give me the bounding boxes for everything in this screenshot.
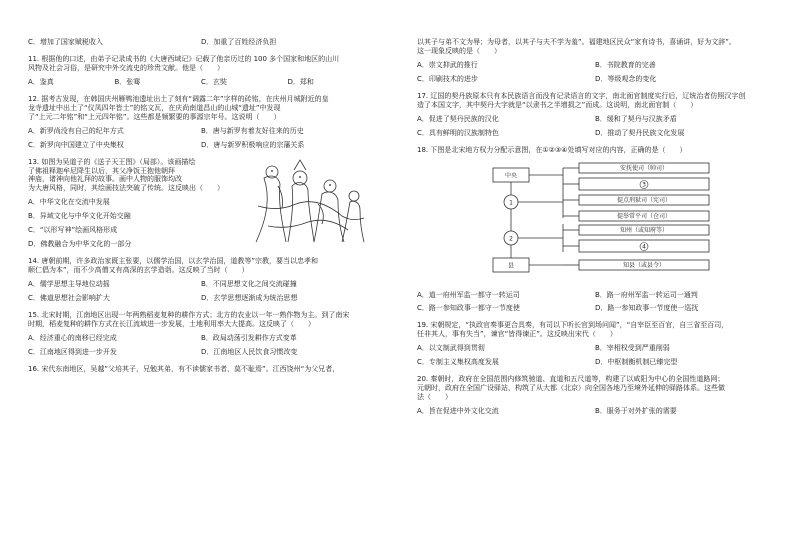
diagram-box-label: 知州（或知府等） <box>619 226 669 234</box>
question-16-continued <box>417 38 773 84</box>
question-12 <box>28 95 374 150</box>
option-b: B．异域文化与中华文化开始交融 <box>28 212 131 221</box>
question-14 <box>28 257 374 303</box>
question-11-stem: 风物及社会习俗，是研究中外交流史的珍贵文献。他是（ ） <box>28 63 224 72</box>
option-a: A．崇文抑武的推行 <box>417 60 478 69</box>
option-d: D．郑和 <box>287 77 314 86</box>
question-16-stem: 16. 宋代东南地区，吴越”父培其子，兄勉其弟，有不读儒家书者，莫不耻焉”。江西饶州“为父兄者， <box>28 364 340 373</box>
question-17-stem: 造了本国文字，其中契丹大字就是“以隶书之半增损之”而成。这说明，南北面官制（ ） <box>417 100 698 109</box>
question-11-stem: 11. 根据他的口述，由弟子记录成书的《大唐西域记》记载了他亲历过的 100 多个国家和地区的山川 <box>28 54 340 63</box>
question-11 <box>28 55 374 87</box>
q12-options <box>28 127 374 136</box>
question-17-stem: 17. 辽国的契丹族原本只有本民族语言而没有记录语言的文字，南北面官制度实行后，辽统治者仿照汉字创 <box>417 91 746 100</box>
question-14-stem: 14. 唐朝前期，许多政治家既主张要，以儒学治国，以玄学治国，道教等”宗教，要当以忠孝和 <box>28 257 318 266</box>
right-column <box>417 38 773 416</box>
option-a: A．促进了契丹民族的汉化 <box>417 114 499 123</box>
question-18 <box>417 146 773 314</box>
marker-4: 4 <box>642 243 646 251</box>
q17-options <box>417 115 773 124</box>
question-12-stem: 了“上元二年铭”和“上元四年铭”。这些都是频繁要的事源宗年号。这说明（ ） <box>28 112 281 121</box>
option-b: B．路一府州军监一转运司一通判 <box>595 290 698 299</box>
option-a: A．经济重心的南移已经完成 <box>28 333 117 342</box>
question-13-stem: 13. 如图为吴道子的《送子天王图》（局部）。该画描绘 <box>28 157 196 166</box>
question-20-stem: 20. 秦朝时，政府在全国范围内修筑驰道、直道和五尺道等，构建了以咸阳为中心的全国性道路网； <box>417 375 725 384</box>
question-17 <box>417 92 773 138</box>
question-16-stem: 以其子与弟不文为辱；为母者，以其子与夫不学为羞”。福建地区民众“家有诗书，喜诵讲，好为文辞”。 <box>417 38 736 46</box>
option-c: C．专制主义集权高度发展 <box>417 358 499 367</box>
option-c: C．印刷技术的进步 <box>417 74 478 83</box>
question-20 <box>417 375 773 416</box>
q16-options <box>417 75 773 84</box>
question-16-stem: 这一现象反映的是（ ） <box>417 46 501 55</box>
option-c: C．路一参知政事一都守一节度使 <box>417 304 520 313</box>
question-19 <box>417 321 773 367</box>
option-b: B．不同思想文化之间交流碰撞 <box>201 280 297 289</box>
marker-3: 3 <box>642 181 646 189</box>
option-d: D．加重了百姓经济负担 <box>201 38 277 46</box>
option-a: A．以文制武得到贯彻 <box>417 344 485 353</box>
painting-illustration <box>248 156 366 248</box>
option-d: D．推动了契丹民族文化发展 <box>595 128 685 137</box>
q17-options <box>417 129 773 138</box>
question-13-stem: 了佛祖释迦牟尼降生以后，其父净饭王抱他朝拜 <box>28 166 175 175</box>
diagram-box-label: 安抚使司（帅司） <box>619 164 669 172</box>
q16-options <box>417 61 773 70</box>
question-19-stem: 任非其人，事有失当”，谏官“皆得谏正”。这反映出宋代（ ） <box>417 330 617 339</box>
option-a: A．中华文化在交流中发展 <box>28 198 110 207</box>
q19-options <box>417 344 773 353</box>
q20-options <box>417 407 773 416</box>
center-label: 中央 <box>504 172 518 180</box>
option-a: A．新罗尚没有自己的纪年方式 <box>28 126 124 135</box>
q19-options <box>417 358 773 367</box>
q14-options <box>28 294 374 303</box>
q18-options <box>417 304 773 313</box>
option-b: B．服务于对外扩张的需要 <box>595 407 677 416</box>
diagram-box-label: 提点刑狱司（宪司） <box>616 196 672 204</box>
question-20-stem: 法（ ） <box>417 393 452 402</box>
left-column <box>28 38 374 374</box>
question-20-stem: 元朝时，政府在全国广设驿站，构筑了从大都（北京）向全国各地乃至境外延伸的驿路体系。这些做 <box>417 384 725 393</box>
option-a: A．旨在促进中外文化交流 <box>417 407 499 416</box>
marker-2: 2 <box>509 235 513 243</box>
question-12-stem: 12. 据考古发现，在韩国庆州雁鸭池遗址出土了刻有“调露二年”字样的砖铭，在庆州月城附近的皇 <box>28 94 329 103</box>
q10-options <box>28 38 374 47</box>
option-d: D．中枢制衡机制已臻完型 <box>595 358 678 367</box>
option-c: C．新罗向中国建立了中央集权 <box>28 140 124 149</box>
q14-options <box>28 280 374 289</box>
q15-options <box>28 348 374 357</box>
option-c: C．佛道思想社会影响扩大 <box>28 294 110 303</box>
q15-options <box>28 334 374 343</box>
option-a: A．道一府州军监一都守一转运司 <box>417 290 520 299</box>
option-a: A．鉴真 <box>28 77 54 86</box>
county-label: 县 <box>507 262 515 270</box>
option-b: B．政局动荡引发耕作方式变革 <box>201 333 297 342</box>
question-19-stem: 19. 宋朝规定，“执政官奏事更合具奏，有司以下听长官到场问闻”，“自宰臣至百官，自三省至百司， <box>417 321 729 330</box>
option-b: B．宰相权受到严重削弱 <box>595 344 670 353</box>
option-d: D．江南地区人民饮食习惯改变 <box>201 347 298 356</box>
q18-options <box>417 291 773 300</box>
question-15-stem: 15. 北宋时期，江南地区出现一年两熟稻麦复种的耕作方式；北方的农业以一年一熟作物为主。到了南宋 <box>28 311 350 320</box>
q12-options <box>28 141 374 150</box>
question-13-stem: 神庙，诸神向他礼拜的故事。画中人物的服饰均改 <box>28 175 182 184</box>
option-c: C．具有鲜明的汉族制特色 <box>417 128 499 137</box>
option-b: B．缓和了契丹与汉族矛盾 <box>595 114 677 123</box>
question-15-stem: 时期，稻麦复种的耕作方式在长江流域进一步发展，土地利用率大大提高。这反映了（ ） <box>28 319 315 328</box>
option-d: D．玄学思想逐渐成为统治思想 <box>201 294 298 303</box>
option-d: D．路一参知政事一节度使一巡抚 <box>595 304 699 313</box>
option-c: C．江南地区得到进一步开发 <box>28 347 117 356</box>
q11-options <box>28 78 374 87</box>
option-c: C．“以形写神”绘画风格形成 <box>28 226 118 235</box>
question-18-stem: 18. 下图是北宋地方权力分配示意图，在①②③④处填写对应的内容，正确的是（ ） <box>417 145 687 154</box>
question-14-stem: 顺仁倡为本”，而不少高僧又有高深的玄学造诣。这反映了当时（ ） <box>28 266 249 275</box>
diagram-box-label: 知县（或县令） <box>622 261 666 269</box>
question-13-stem: 为大唐风格，同时，其绘画技法突破了传统。这反映出（ ） <box>28 184 224 193</box>
option-b: B．唐与新罗有着友好往来的历史 <box>201 126 304 135</box>
option-b: B．书院教育的完善 <box>595 60 656 69</box>
option-a: A．儒学思想主导地位动摇 <box>28 280 110 289</box>
diagram-box-label: 提举常平司（仓司） <box>616 212 672 220</box>
option-d: D．佛教融合为中华文化的一部分 <box>28 240 132 249</box>
option-c: C．增加了国家赋税收入 <box>28 38 103 46</box>
option-d: D．等级观念的变化 <box>595 74 657 83</box>
marker-1: 1 <box>509 199 513 207</box>
question-15 <box>28 311 374 357</box>
option-b: B．张骞 <box>114 77 141 86</box>
question-12-stem: 龙寺遗址中出土了“仪凤四年皆土”的铭文瓦，在庆尚南道昌山的山城“遗址”中发现 <box>28 103 281 112</box>
option-c: C．玄奘 <box>201 77 227 86</box>
question-13 <box>28 158 374 250</box>
option-d: D．唐与新罗积极响应的宗藩关系 <box>201 140 305 149</box>
power-distribution-diagram <box>489 162 721 278</box>
